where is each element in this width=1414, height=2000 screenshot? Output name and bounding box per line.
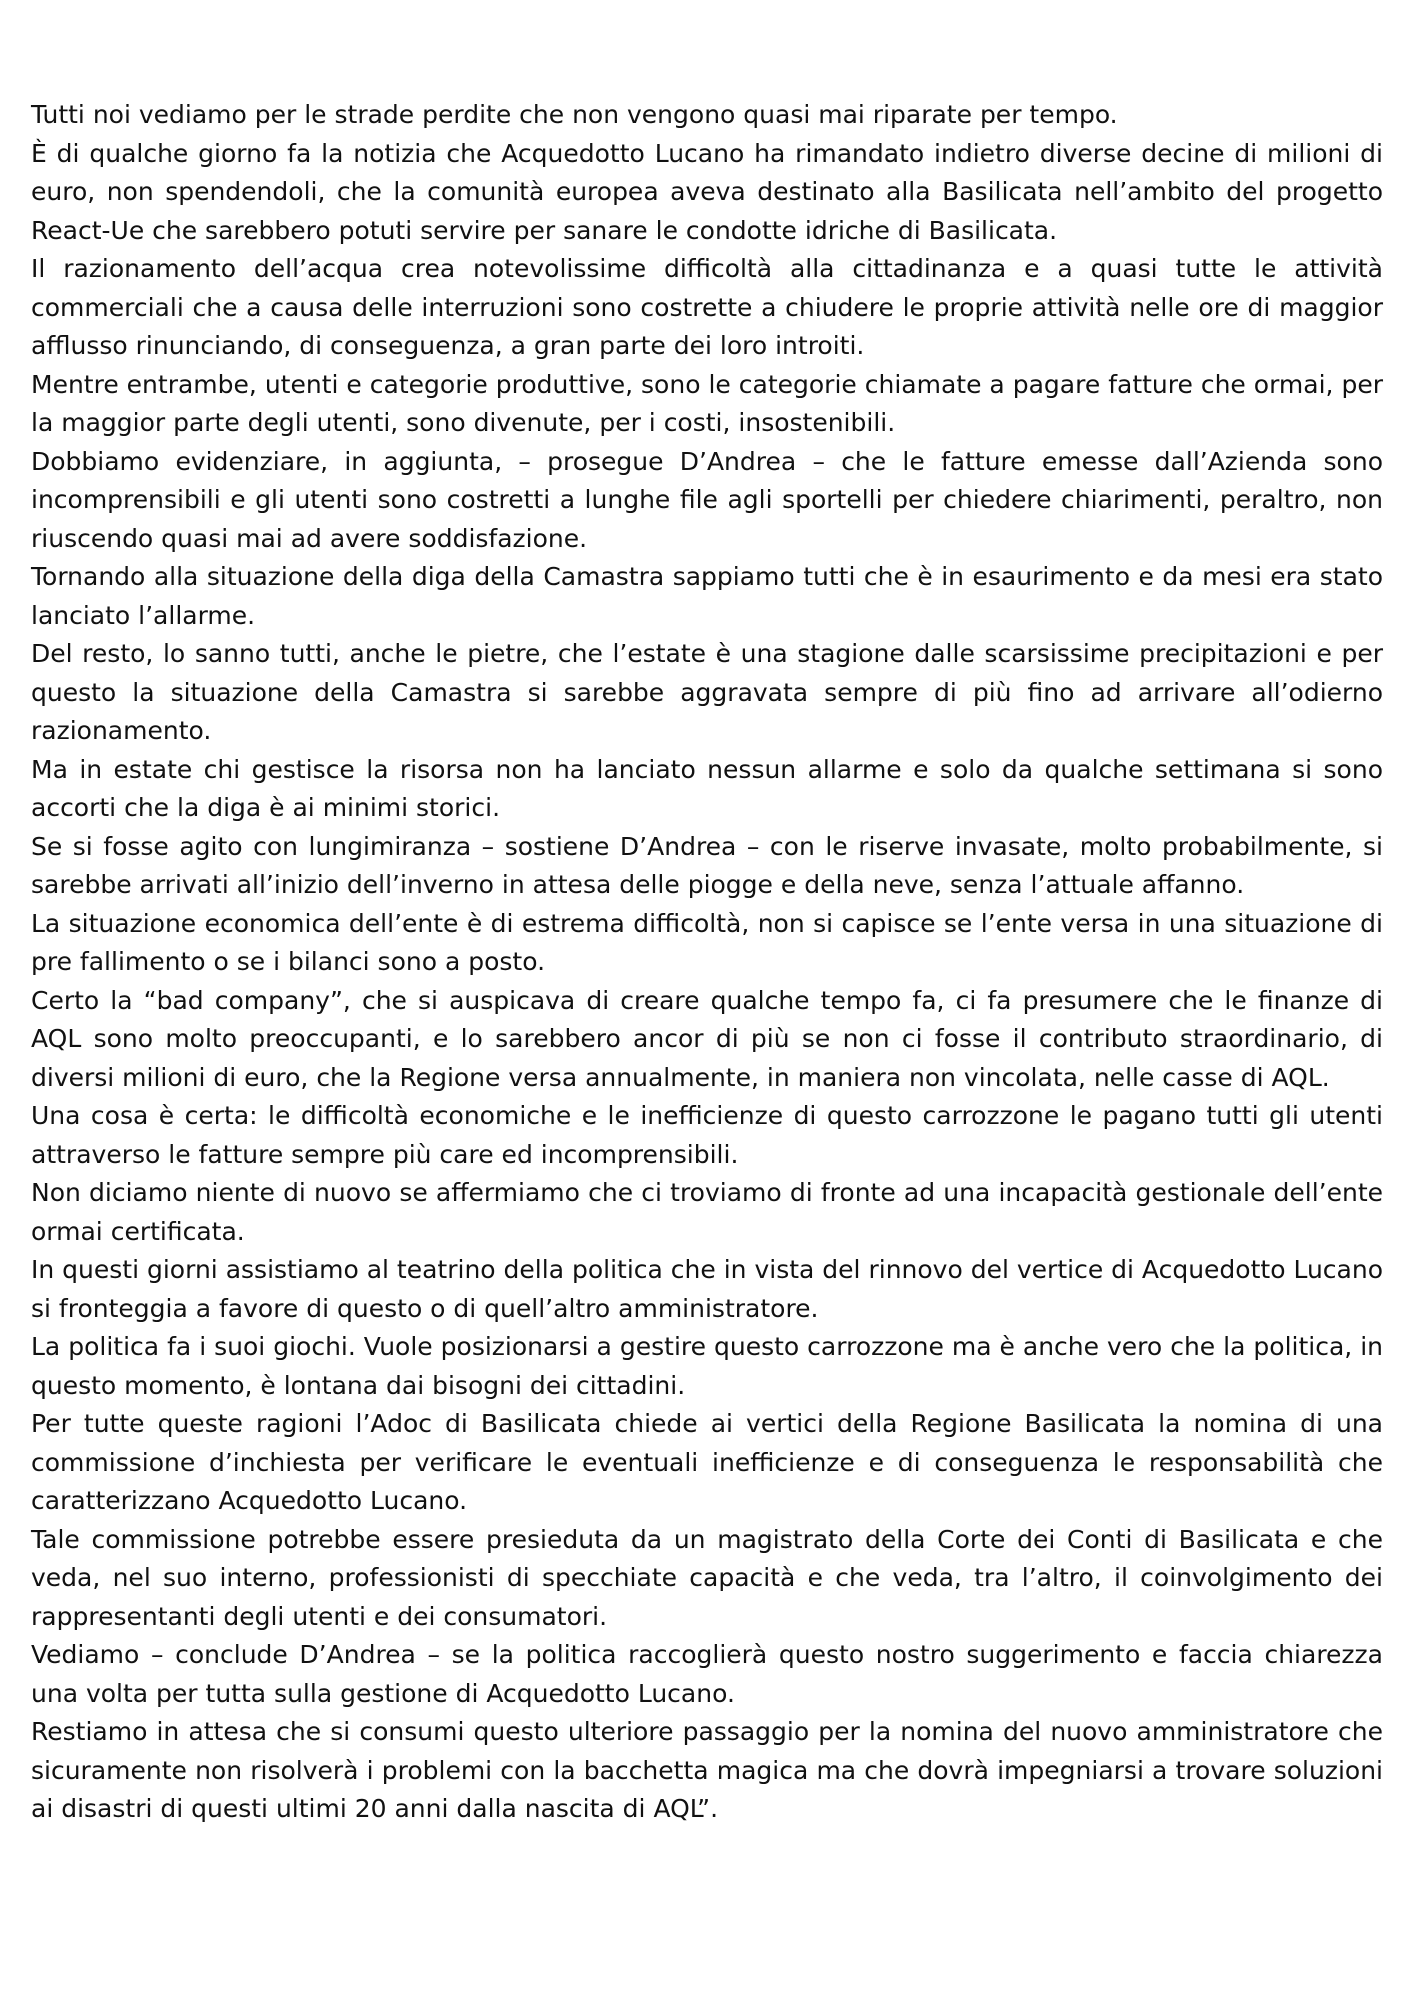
paragraph: Una cosa è certa: le difficoltà economiche e le inefficienze di questo carrozzone le pagano tutti gli utenti attraverso le fatture sempre più care ed incomprensibili.: [31, 1101, 1383, 1169]
paragraph: È di qualche giorno fa la notizia che Acquedotto Lucano ha rimandato indietro diverse decine di milioni di euro, non spendendoli, che la comunità europea aveva destinato alla Basilicata nell’ambito del progetto React-Ue che sarebbero potuti servire per sanare le condotte idriche di Basilicata.: [31, 138, 1383, 245]
paragraph: La situazione economica dell’ente è di estrema difficoltà, non si capisce se l’ente versa in una situazione di pre fallimento o se i bilanci sono a posto.: [31, 908, 1383, 976]
paragraph: Per tutte queste ragioni l’Adoc di Basilicata chiede ai vertici della Regione Basilicata la nomina di una commissione d’inchiesta per verificare le eventuali inefficienze e di conseguenza le responsabilità che caratterizzano Acquedotto Lucano.: [31, 1409, 1383, 1515]
paragraph: Dobbiamo evidenziare, in aggiunta, – prosegue D’Andrea – che le fatture emesse dall’Azienda sono incomprensibili e gli utenti sono costretti a lunghe file agli sportelli per chiedere chiarimenti, peraltro, non riuscendo quasi mai ad avere soddisfazione.: [31, 446, 1383, 553]
paragraph: Tale commissione potrebbe essere presieduta da un magistrato della Corte dei Conti di Basilicata e che veda, nel suo interno, professionisti di specchiate capacità e che veda, tra l’altro, il coinvolgimento dei rappresentanti degli utenti e dei consumatori.: [31, 1524, 1383, 1631]
paragraph: Mentre entrambe, utenti e categorie produttive, sono le categorie chiamate a pagare fatture che ormai, per la maggior parte degli utenti, sono divenute, per i costi, insostenibili.: [31, 369, 1383, 437]
paragraph: Non diciamo niente di nuovo se affermiamo che ci troviamo di fronte ad una incapacità gestionale dell’ente ormai certificata.: [31, 1178, 1383, 1246]
paragraph: Certo la “bad company”, che si auspicava di creare qualche tempo fa, ci fa presumere che le finanze di AQL sono molto preoccupanti, e lo sarebbero ancor di più se non ci fosse il contributo straordinario, di diversi milioni di euro, che la Regione versa annualmente, in maniera non vincolata, nelle casse di AQL.: [31, 985, 1383, 1092]
paragraph: Ma in estate chi gestisce la risorsa non ha lanciato nessun allarme e solo da qualche settimana si sono accorti che la diga è ai minimi storici.: [31, 754, 1383, 822]
paragraph: Il razionamento dell’acqua crea notevolissime difficoltà alla cittadinanza e a quasi tutte le attività commerciali che a causa delle interruzioni sono costrette a chiudere le proprie attività nelle ore di maggior afflusso rinunciando, di conseguenza, a gran parte dei loro introiti.: [31, 254, 1383, 360]
paragraph: La politica fa i suoi giochi. Vuole posizionarsi a gestire questo carrozzone ma è anche vero che la politica, in questo momento, è lontana dai bisogni dei cittadini.: [31, 1332, 1383, 1400]
paragraph: Restiamo in attesa che si consumi questo ulteriore passaggio per la nomina del nuovo amministratore che sicuramente non risolverà i problemi con la bacchetta magica ma che dovrà impegniarsi a trovare soluzioni ai disastri di questi ultimi 20 anni dalla nascita di AQL”.: [31, 1717, 1383, 1823]
paragraph: Vediamo – conclude D’Andrea – se la politica raccoglierà questo nostro suggerimento e faccia chiarezza una volta per tutta sulla gestione di Acquedotto Lucano.: [31, 1640, 1383, 1708]
document-body: [31, 96, 1383, 1829]
paragraph: Se si fosse agito con lungimiranza – sostiene D’Andrea – con le riserve invasate, molto probabilmente, si sarebbe arrivati all’inizio dell’inverno in attesa delle piogge e della neve, senza l’attuale affanno.: [31, 831, 1383, 899]
paragraph: In questi giorni assistiamo al teatrino della politica che in vista del rinnovo del vertice di Acquedotto Lucano si fronteggia a favore di questo o di quell’altro amministratore.: [31, 1255, 1383, 1323]
paragraph: Tornando alla situazione della diga della Camastra sappiamo tutti che è in esaurimento e da mesi era stato lanciato l’allarme.: [31, 562, 1383, 630]
paragraph: Tutti noi vediamo per le strade perdite che non vengono quasi mai riparate per tempo.: [31, 100, 1118, 129]
paragraph: Del resto, lo sanno tutti, anche le pietre, che l’estate è una stagione dalle scarsissime precipitazioni e per questo la situazione della Camastra si sarebbe aggravata sempre di più fino ad arrivare all’odierno razionamento.: [31, 639, 1383, 745]
